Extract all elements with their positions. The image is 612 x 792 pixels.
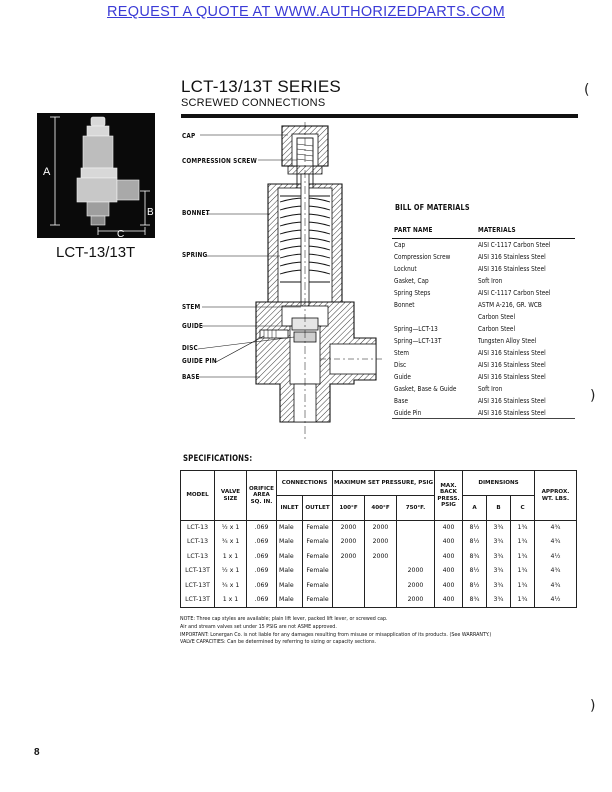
label-guide: GUIDE xyxy=(182,322,204,330)
bom-row: Guide AISI 316 Stainless Steel xyxy=(394,373,546,381)
photo-caption: LCT-13/13T xyxy=(56,244,136,261)
spec-col-dim-c: C xyxy=(511,496,535,521)
bom-row: Gasket, Cap Soft Iron xyxy=(394,277,503,285)
spec-col-connections: CONNECTIONS xyxy=(277,471,333,496)
bom-row: Guide Pin AISI 316 Stainless Steel xyxy=(392,407,575,419)
bom-row: Compression Screw AISI 316 Stainless Steel xyxy=(394,253,546,261)
spec-row: LCT-13T ¾ x 1 .069 Male Female 2000 400 8½ 3¾ 1¾ 4¾ xyxy=(181,579,577,594)
spec-row: LCT-13 1 x 1 .069 Male Female 2000 2000 400 8¾ 3¾ 1¾ 4½ xyxy=(181,550,577,565)
spec-row: LCT-13T 1 x 1 .069 Male Female 2000 400 8¾ 3¾ 1¾ 4½ xyxy=(181,593,577,608)
bom-row: Cap AISI C-1117 Carbon Steel xyxy=(394,241,551,249)
note-line: Air and stream valves set under 15 PSIG are not ASME approved. xyxy=(180,623,337,630)
spec-col-400f: 400°F xyxy=(365,496,397,521)
bom-row: Spring—LCT-13 Carbon Steel xyxy=(394,325,516,333)
bom-row: Locknut AISI 316 Stainless Steel xyxy=(394,265,546,273)
bom-title: BILL OF MATERIALS xyxy=(395,203,470,212)
spec-col-750f: 750°F. xyxy=(397,496,435,521)
bom-row: Disc AISI 316 Stainless Steel xyxy=(394,361,546,369)
label-spring: SPRING xyxy=(182,251,208,259)
label-compression-screw: COMPRESSION SCREW xyxy=(182,157,257,165)
series-subtitle: SCREWED CONNECTIONS xyxy=(181,97,326,109)
binder-hole-mark: ) xyxy=(590,698,596,714)
spec-col-weight: APPROX. WT. LBS. xyxy=(535,471,577,521)
spec-row: LCT-13 ¾ x 1 .069 Male Female 2000 2000 400 8½ 3¾ 1¾ 4¾ xyxy=(181,535,577,550)
product-photo xyxy=(37,113,155,238)
dim-c-label: C xyxy=(117,229,125,238)
dim-b-label: B xyxy=(147,207,154,218)
notes-block xyxy=(180,616,580,647)
label-disc: DISC xyxy=(182,344,198,352)
label-base: BASE xyxy=(182,373,200,381)
bom-row: Carbon Steel xyxy=(478,313,516,321)
spec-col-dim-a: A xyxy=(463,496,487,521)
bom-row: Gasket, Base & Guide Soft Iron xyxy=(394,385,503,393)
bom-row: Spring—LCT-13T Tungsten Alloy Steel xyxy=(394,337,537,345)
spec-col-model: MODEL xyxy=(181,471,215,521)
spec-col-outlet: OUTLET xyxy=(303,496,333,521)
valve-photo-graphic xyxy=(37,113,155,238)
spec-col-100f: 100°F xyxy=(333,496,365,521)
binder-hole-mark: ( xyxy=(584,82,590,98)
bom-row: Base AISI 316 Stainless Steel xyxy=(394,397,546,405)
spec-col-inlet: INLET xyxy=(277,496,303,521)
bom-table xyxy=(392,220,575,419)
spec-col-dimensions: DIMENSIONS xyxy=(463,471,535,496)
spec-col-valve-size: VALVE SIZE xyxy=(215,471,247,521)
binder-hole-mark: ) xyxy=(590,388,596,404)
bom-row: Stem AISI 316 Stainless Steel xyxy=(394,349,546,357)
bom-col-part: PART NAME xyxy=(394,226,433,234)
label-guide-pin: GUIDE PIN xyxy=(182,357,217,365)
specs-title: SPECIFICATIONS: xyxy=(183,454,253,464)
bom-header xyxy=(392,220,575,239)
spec-col-dim-b: B xyxy=(487,496,511,521)
bom-row: Bonnet ASTM A-216, GR. WCB xyxy=(394,301,542,309)
spec-col-max-set: MAXIMUM SET PRESSURE, PSIG xyxy=(333,471,435,496)
dim-a-label: A xyxy=(43,166,51,178)
note-line: IMPORTANT: Lonergan Co. is not liable for any damages resulting from misuse or misapplication of its products. (See WARRANTY.) xyxy=(180,631,492,638)
note-line: VALVE CAPACITIES: Can be determined by referring to sizing or capacity sections. xyxy=(180,639,377,646)
bom-col-material: MATERIALS xyxy=(478,226,516,234)
label-stem: STEM xyxy=(182,303,201,311)
bom-row: Spring Steps AISI C-1117 Carbon Steel xyxy=(394,289,551,297)
label-bonnet: BONNET xyxy=(182,209,210,217)
spec-row: LCT-13 ½ x 1 .069 Male Female 2000 2000 400 8½ 3¾ 1¾ 4¾ xyxy=(181,521,577,536)
request-quote-link[interactable]: REQUEST A QUOTE AT WWW.AUTHORIZEDPARTS.COM xyxy=(107,4,505,20)
title-rule xyxy=(181,114,578,118)
specs-table xyxy=(180,470,577,608)
spec-col-max-back: MAX. BACK PRESS. PSIG xyxy=(435,471,463,521)
page-number: 8 xyxy=(34,747,40,758)
note-line: NOTE: Three cap styles are available; plain lift lever, packed lift lever, or screwed cap. xyxy=(180,616,388,622)
spec-row: LCT-13T ½ x 1 .069 Male Female 2000 400 8½ 3¾ 1¾ 4¾ xyxy=(181,564,577,579)
spec-col-orifice: ORIFICE AREA SQ. IN. xyxy=(247,471,277,521)
valve-cross-section xyxy=(180,122,385,442)
series-title: LCT-13/13T SERIES xyxy=(181,77,341,96)
valve-cross-section-graphic xyxy=(180,122,385,442)
label-cap: CAP xyxy=(182,132,196,140)
